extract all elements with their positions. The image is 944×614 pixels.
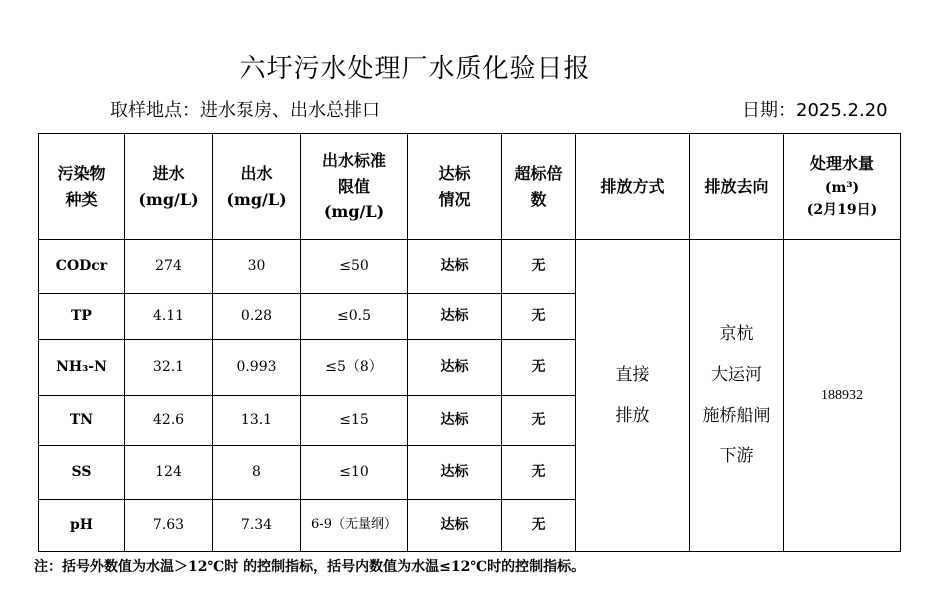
effluent-cell: 8 bbox=[213, 446, 301, 500]
header-row bbox=[39, 134, 901, 240]
influent-cell: 7.63 bbox=[125, 500, 213, 552]
header-status: 达标 情况 bbox=[408, 134, 502, 240]
exceed-cell: 无 bbox=[502, 340, 576, 396]
exceed-cell: 无 bbox=[502, 294, 576, 340]
header-pollutant: 污染物 种类 bbox=[39, 134, 125, 240]
effluent-cell: 30 bbox=[213, 240, 301, 294]
limit-cell: ≤5（8） bbox=[301, 340, 408, 396]
report-date: 日期：2025.2.20 bbox=[742, 100, 888, 121]
influent-cell: 4.11 bbox=[125, 294, 213, 340]
limit-cell: ≤0.5 bbox=[301, 294, 408, 340]
pollutant-cell: TN bbox=[39, 396, 125, 446]
effluent-cell: 0.28 bbox=[213, 294, 301, 340]
report-title: 六圩污水处理厂水质化验日报 bbox=[239, 54, 591, 84]
influent-cell: 124 bbox=[125, 446, 213, 500]
limit-cell: ≤15 bbox=[301, 396, 408, 446]
status-cell: 达标 bbox=[408, 396, 502, 446]
table-row bbox=[39, 240, 901, 294]
exceed-cell: 无 bbox=[502, 446, 576, 500]
header-exceed: 超标倍 数 bbox=[502, 134, 576, 240]
effluent-cell: 0.993 bbox=[213, 340, 301, 396]
limit-cell: ≤10 bbox=[301, 446, 408, 500]
sampling-location: 取样地点：进水泵房、出水总排口 bbox=[110, 100, 380, 121]
status-cell: 达标 bbox=[408, 500, 502, 552]
status-cell: 达标 bbox=[408, 446, 502, 500]
pollutant-cell: pH bbox=[39, 500, 125, 552]
status-cell: 达标 bbox=[408, 240, 502, 294]
header-volume: 处理水量 (m³) (2月19日) bbox=[784, 134, 901, 240]
footnote: 注：括号外数值为水温＞12℃时 的控制指标，括号内数值为水温≤12℃时的控制指标。 bbox=[34, 559, 586, 575]
header-effluent: 出水 (mg/L) bbox=[213, 134, 301, 240]
pollutant-cell: TP bbox=[39, 294, 125, 340]
pollutant-cell: CODcr bbox=[39, 240, 125, 294]
influent-cell: 274 bbox=[125, 240, 213, 294]
influent-cell: 42.6 bbox=[125, 396, 213, 446]
status-cell: 达标 bbox=[408, 340, 502, 396]
header-destination: 排放去向 bbox=[690, 134, 784, 240]
pollutant-cell: SS bbox=[39, 446, 125, 500]
limit-cell: ≤50 bbox=[301, 240, 408, 294]
pollutant-cell: NH₃-N bbox=[39, 340, 125, 396]
effluent-cell: 13.1 bbox=[213, 396, 301, 446]
exceed-cell: 无 bbox=[502, 500, 576, 552]
discharge-destination-cell: 京杭 大运河 施桥船闸 下游 bbox=[690, 240, 784, 552]
effluent-cell: 7.34 bbox=[213, 500, 301, 552]
status-cell: 达标 bbox=[408, 294, 502, 340]
header-limit: 出水标准 限值 (mg/L) bbox=[301, 134, 408, 240]
influent-cell: 32.1 bbox=[125, 340, 213, 396]
header-method: 排放方式 bbox=[576, 134, 690, 240]
exceed-cell: 无 bbox=[502, 396, 576, 446]
discharge-method-cell: 直接 排放 bbox=[576, 240, 690, 552]
exceed-cell: 无 bbox=[502, 240, 576, 294]
treated-volume-cell: 188932 bbox=[784, 240, 901, 552]
limit-cell: 6-9（无量纲） bbox=[301, 500, 408, 552]
water-quality-table bbox=[38, 133, 901, 552]
header-influent: 进水 (mg/L) bbox=[125, 134, 213, 240]
